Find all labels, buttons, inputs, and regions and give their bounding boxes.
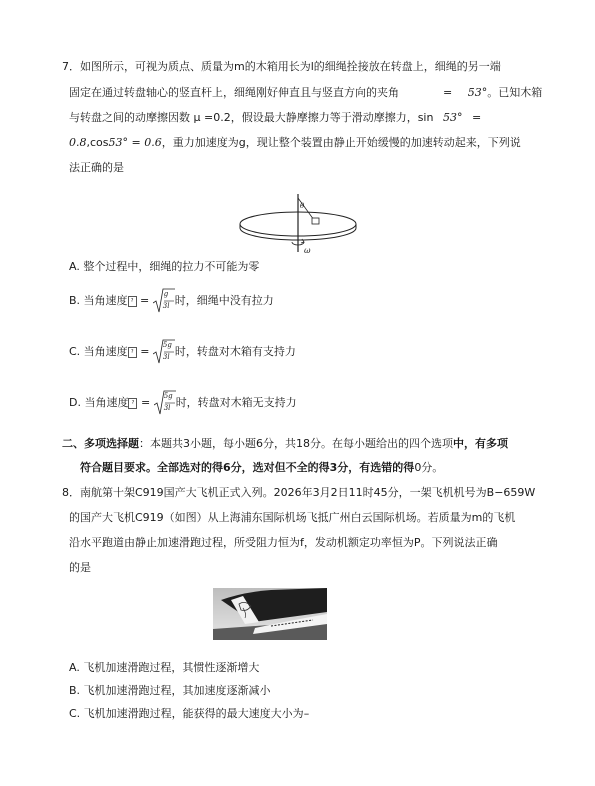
q7-line-2-end: 。已知木箱: [487, 86, 543, 99]
q7-sin-value: 0.8: [69, 136, 87, 149]
fraction-numerator: g: [163, 290, 169, 298]
omega-box: ?: [128, 296, 137, 307]
q8-option-b: B. 飞机加速滑跑过程，其加速度逐渐减小: [69, 684, 271, 697]
section-2-scoring-end: 0分。: [414, 461, 444, 474]
q7-option-d-post: 时，转盘对木箱无支持力: [175, 396, 297, 409]
fraction-denominator: 3l: [162, 353, 170, 361]
q7-option-a: A. 整个过程中，细绳的拉力不可能为零: [69, 260, 260, 273]
section-2-line-1: [62, 436, 508, 452]
q7-line-3-text: 与转盘之间的动摩擦因数 μ =0.2，假设最大静摩擦力等于滑动摩擦力，sin: [69, 111, 434, 124]
q8-line-4: 的是: [69, 561, 91, 574]
q8-option-c-dash: –: [303, 707, 310, 720]
q7-option-c-eq: =: [140, 345, 150, 358]
q7-option-c-pre: C. 当角速度: [69, 345, 128, 358]
sqrt-fraction-c: [153, 339, 175, 365]
q7-line-5: 法正确的是: [69, 161, 124, 174]
q7-option-b-pre: B. 当角速度: [69, 294, 128, 307]
q7-option-d-pre: D. 当角速度: [69, 396, 129, 409]
section-2-text: ：本题共3小题，每小题6分，共18分。在每小题给出的四个选项: [139, 437, 453, 450]
q8-line-2: 的国产大飞机C919（如图）从上海浦东国际机场飞抵广州白云国际机场。若质量为m的飞机: [69, 511, 516, 524]
turntable-diagram: [228, 190, 368, 260]
q7-option-b: [69, 288, 274, 314]
q8-line-3: 沿水平跑道由静止加速滑跑过程，所受阻力恒为f，发动机额定功率恒为P。下列说法正确: [69, 536, 498, 549]
q7-option-c: [69, 339, 296, 365]
fraction-numerator: 5g: [162, 341, 172, 349]
sqrt-fraction-d: [154, 390, 176, 416]
q7-line-1: 7．如图所示，可视为质点、质量为m的木箱用长为l的细绳拴接放在转盘上，细绳的另一端: [62, 60, 501, 73]
q7-cos-value: = 0.6: [131, 136, 162, 149]
q7-option-b-post: 时，细绳中没有拉力: [174, 294, 274, 307]
theta-label: θ: [300, 202, 305, 210]
q7-option-d: [69, 390, 297, 416]
q7-cos: ,cos: [86, 136, 109, 149]
q7-line-2-text: 固定在通过转盘轴心的竖直杆上，细绳刚好伸直且与竖直方向的夹角: [69, 86, 399, 99]
q7-line-4: [69, 135, 521, 151]
q7-sin-angle: 53°: [442, 111, 463, 124]
q8-line-1: 8．南航第十架C919国产大飞机正式入列。2026年3月2日11时45分，一架飞机机号为B−659W: [62, 486, 536, 499]
section-2-emphasis: 中，有多项: [453, 437, 508, 450]
fraction-denominator: 3l: [162, 302, 170, 310]
q7-option-b-eq: =: [140, 294, 150, 307]
q7-sin-eq: =: [471, 111, 482, 124]
q8-option-c: [69, 706, 309, 722]
fraction-denominator: 3l: [163, 404, 171, 412]
omega-label: ω: [304, 246, 311, 255]
omega-box: ?: [128, 398, 137, 409]
q7-line-2: [69, 85, 542, 101]
q7-line-3: [69, 110, 481, 126]
section-2-line-2: [80, 460, 443, 476]
q7-angle: 53°: [467, 86, 488, 99]
section-2-title: 二、多项选择题: [62, 437, 139, 450]
sqrt-fraction-b: [153, 288, 175, 314]
q7-option-c-post: 时，转盘对木箱有支持力: [174, 345, 296, 358]
q8-option-a: A. 飞机加速滑跑过程，其惯性逐渐增大: [69, 661, 260, 674]
omega-box: ?: [128, 347, 137, 358]
q7-eq: =: [443, 86, 453, 99]
section-2-scoring: 符合题目要求。全部选对的得6分，选对但不全的得3分，有选错的得: [80, 461, 415, 474]
q7-cos-angle: 53°: [108, 136, 129, 149]
q7-line-4-text: ，重力加速度为g，现让整个装置由静止开始缓慢的加速转动起来，下列说: [161, 136, 521, 149]
aircraft-photo: [213, 588, 327, 640]
fraction-numerator: 5g: [163, 392, 173, 400]
q8-option-c-text: C. 飞机加速滑跑过程，能获得的最大速度大小为: [69, 707, 304, 720]
q7-option-d-eq: =: [140, 396, 151, 409]
turntable-figure: [228, 190, 368, 260]
aircraft-image: [213, 588, 327, 640]
